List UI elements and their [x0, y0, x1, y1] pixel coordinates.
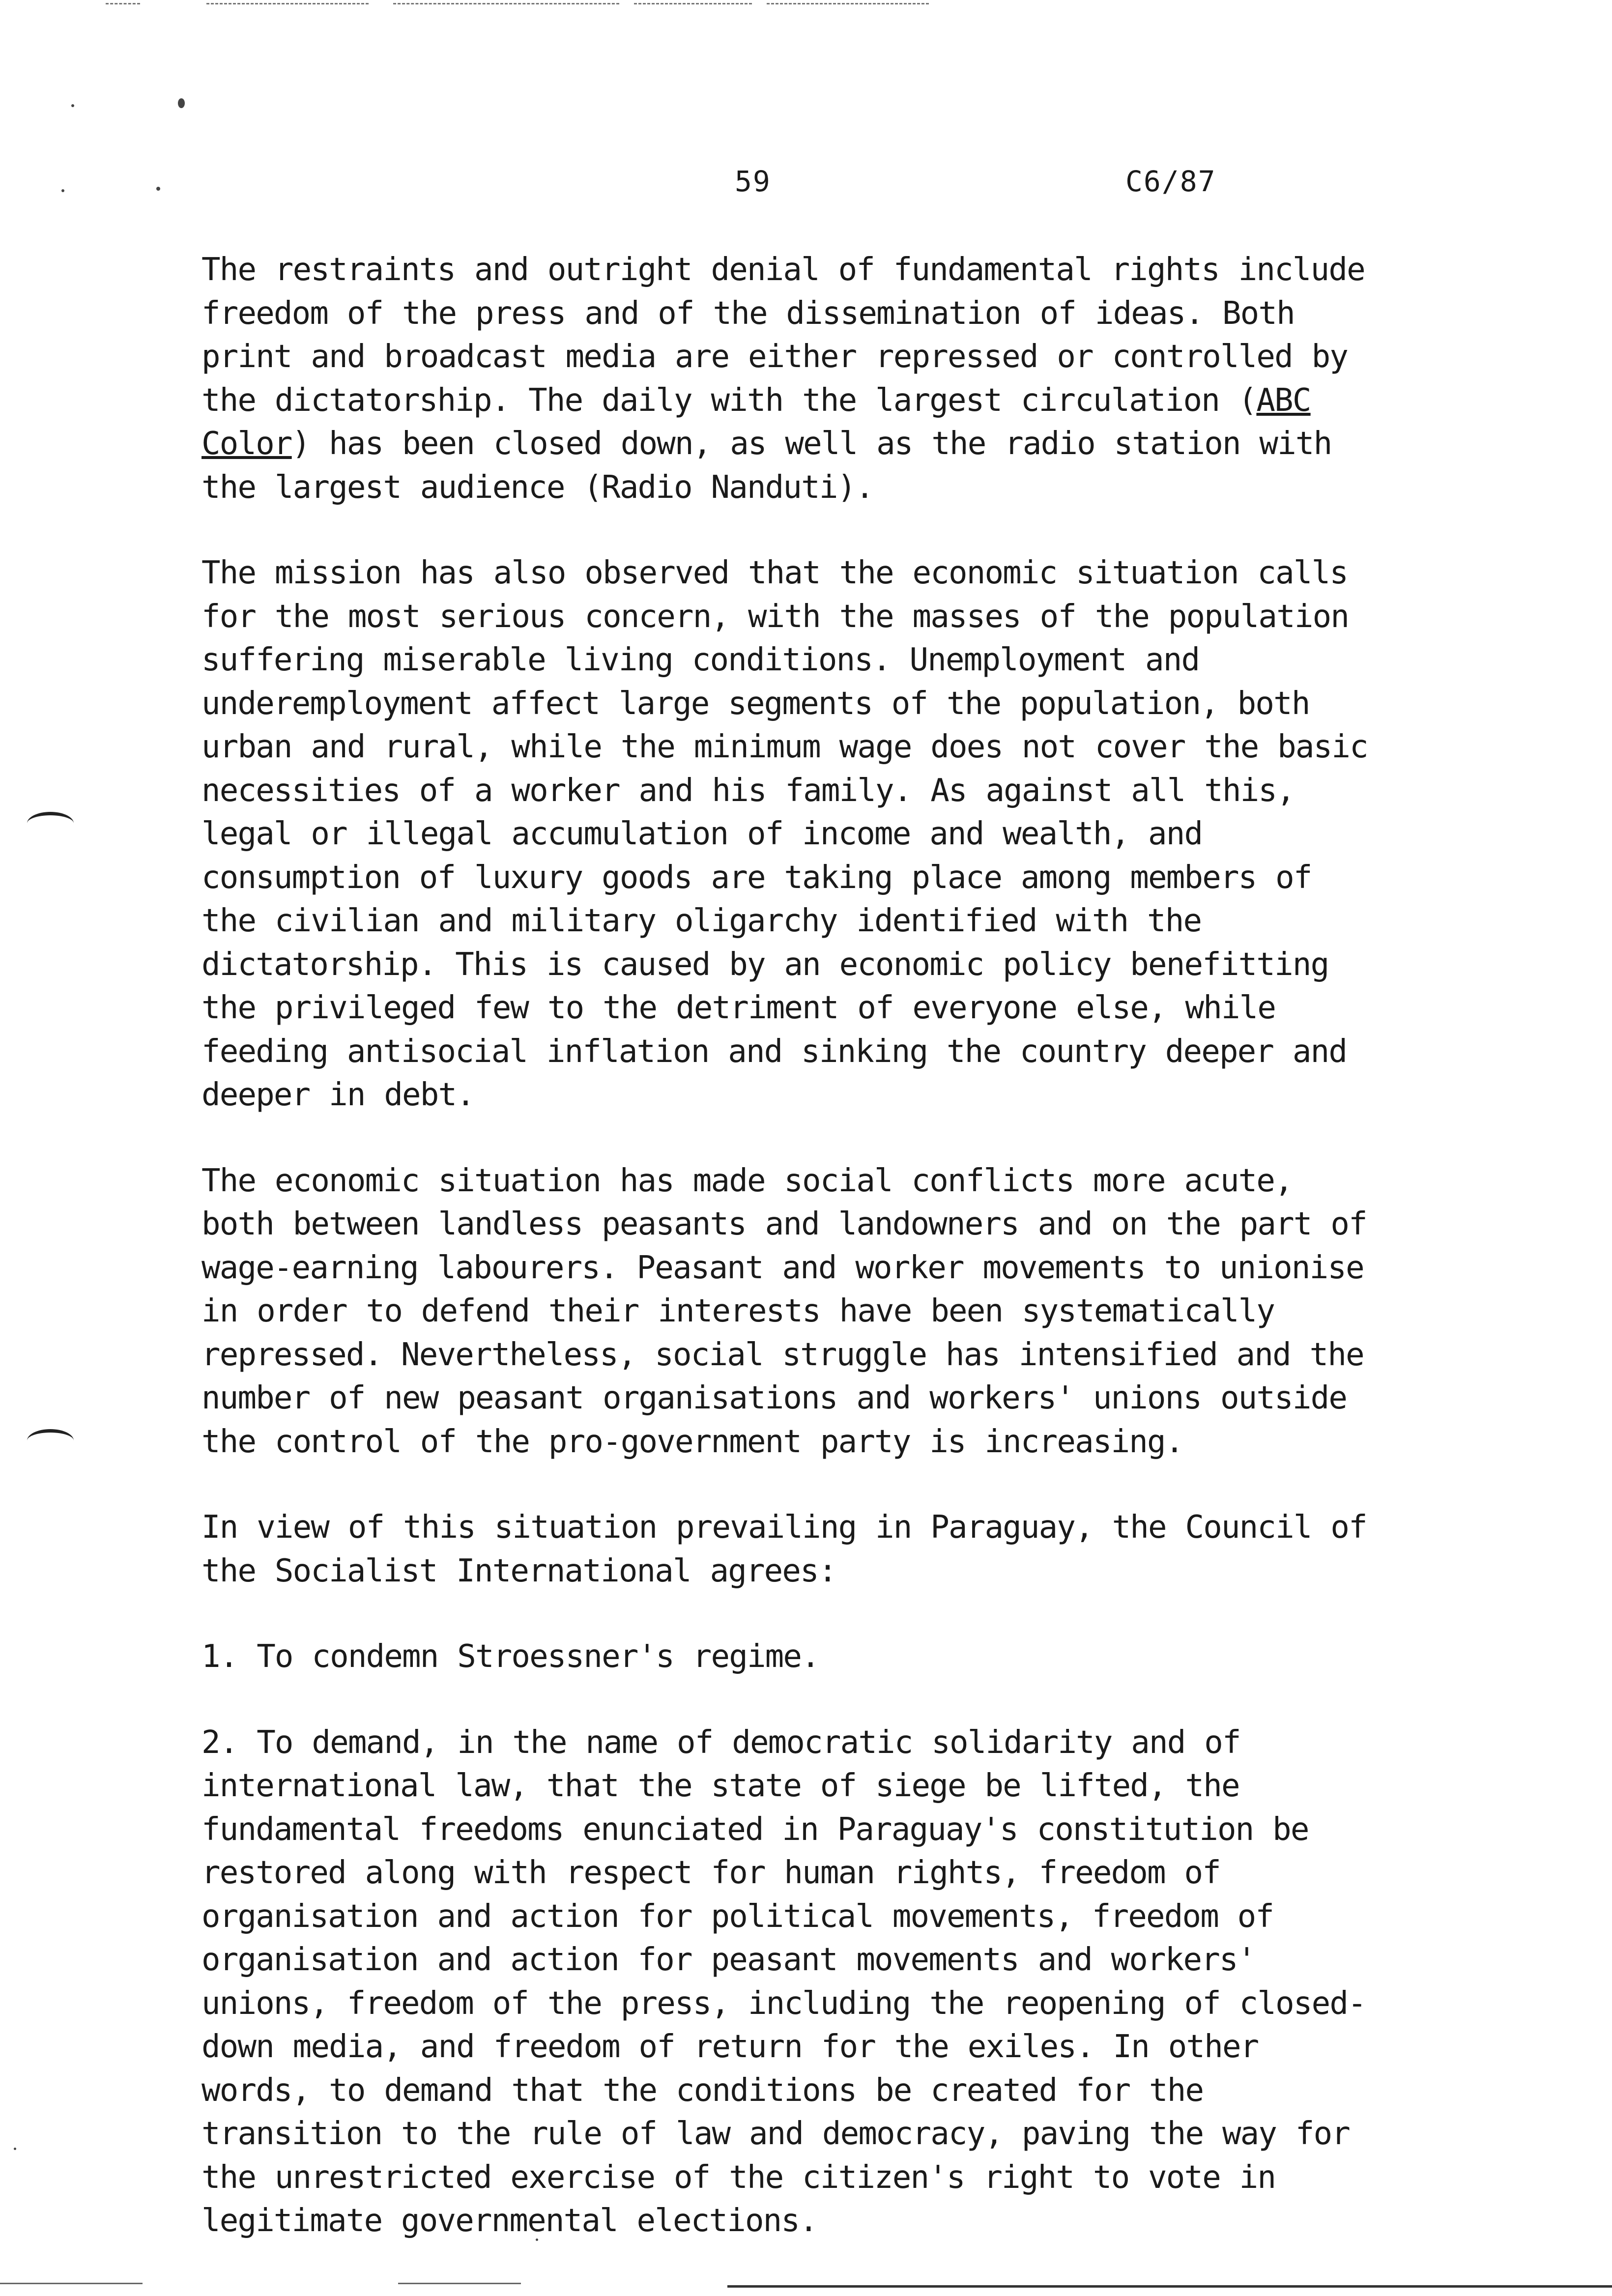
document-reference: C6/87	[1125, 165, 1216, 198]
page-header	[0, 165, 1612, 204]
paragraph-social-conflicts: The economic situation has made social conflicts more acute, both between landless peasants and landowners and on the part of wage-earning labourers. Peasant and worker movements to unionise in order to defend their interests have been systematically repressed. Nevertheless, social struggle has intensified and the number of new peasant organisations and workers' unions outside the control of the pro-government party is increasing.	[202, 1162, 1367, 1460]
scan-mark-top	[206, 3, 369, 6]
margin-mark	[178, 98, 185, 108]
scan-line-bottom	[0, 2283, 143, 2284]
margin-mark	[14, 2148, 16, 2150]
scan-mark-top	[767, 3, 929, 6]
scan-mark-top	[106, 3, 140, 6]
margin-mark	[71, 104, 74, 107]
paragraph-economic-situation: The mission has also observed that the economic situation calls for the most serious concern, with the masses of the population suffering miserable living conditions. Unemployment and underemployment affect large segments of the population, both urban and rural, while the minimum wage does not cover the basic necessities of a worker and his family. As against all this, legal or illegal accumulation of income and wealth, and consumption of luxury goods are taking place among members of the civilian and military oligarchy identified with the dictatorship. This is caused by an economic policy benefitting the privileged few to the detriment of everyone else, while feeding antisocial inflation and sinking the country deeper and deeper in debt.	[202, 555, 1368, 1113]
margin-arc-mark	[27, 1429, 74, 1452]
paragraph-council-agrees: In view of this situation prevailing in Paraguay, the Council of the Socialist International agrees:	[202, 1509, 1367, 1589]
paragraph-text: ) has been closed down, as well as the radio station with the largest audience (Radio Nanduti).	[202, 426, 1332, 506]
scan-mark-top	[634, 3, 752, 6]
scan-mark-top	[393, 3, 619, 6]
paragraph-text: The restraints and outright denial of fundamental rights include freedom of the press and of the dissemination of ideas. Both print and broadcast media are either repressed or controlled by the dictatorship. The daily with the largest circulation (	[202, 252, 1365, 419]
list-item-demand: 2. To demand, in the name of democratic solidarity and of international law, that the state of siege be lifted, the fundamental freedoms enunciated in Paraguay's constitution be restored along with respect for human rights, freedom of organisation and action for political movements, freedom of organisation and action for peasant movements and workers' unions, freedom of the press, including the reopening of closed-down media, and freedom of return for the exiles. In other words, to demand that the conditions be created for the transition to the rule of law and democracy, paving the way for the unrestricted exercise of the citizen's right to vote in legitimate governmental elections.	[202, 1724, 1366, 2239]
paragraph-press-freedom	[202, 248, 1376, 509]
scan-line-bottom	[398, 2283, 521, 2284]
scan-line-bottom	[727, 2285, 1612, 2288]
list-item-condemn: 1. To condemn Stroessner's regime.	[202, 1638, 819, 1675]
page-number: 59	[735, 165, 771, 198]
document-body	[202, 248, 1376, 2285]
newspaper-name: ABC Color	[202, 382, 1311, 462]
margin-arc-mark	[27, 812, 74, 835]
